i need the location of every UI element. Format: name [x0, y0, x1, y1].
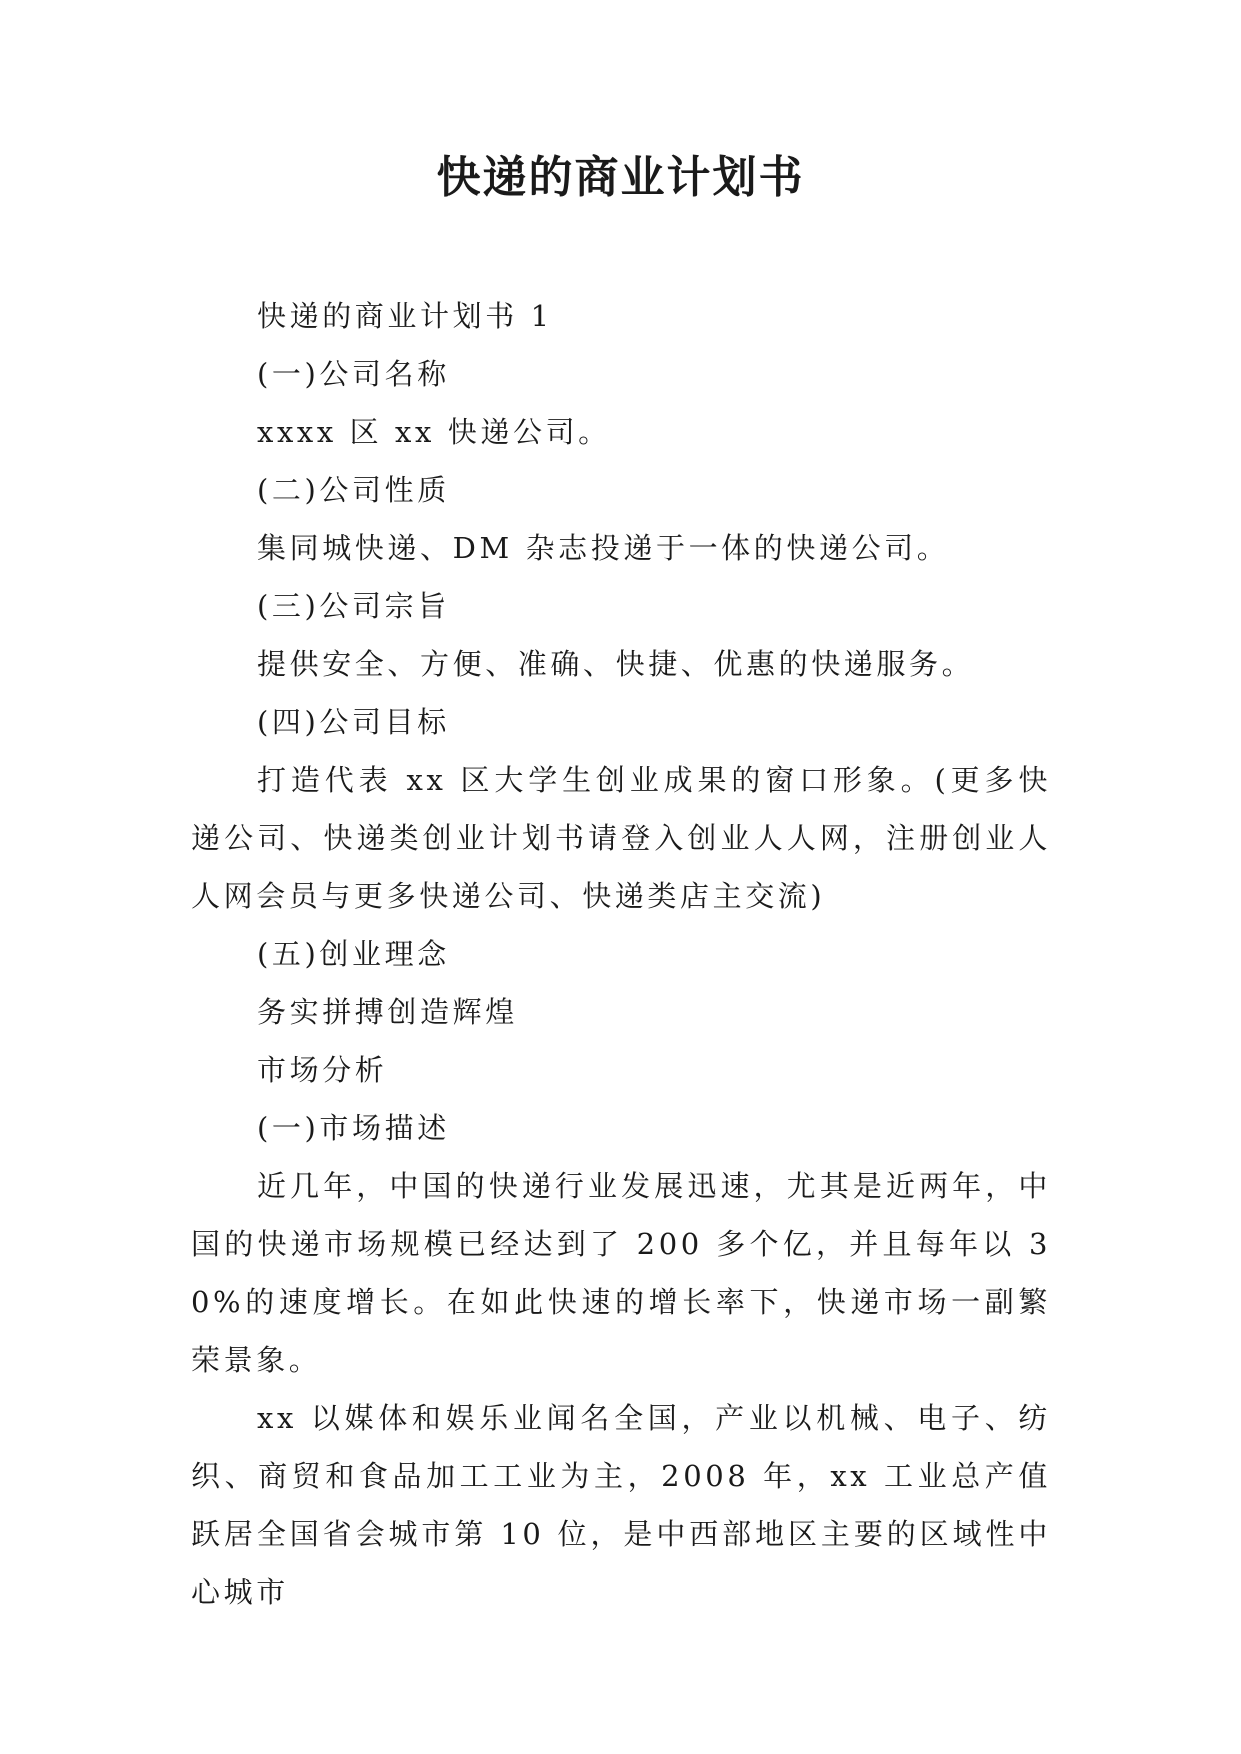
- document-body: [191, 287, 1051, 1621]
- section-company-name: (一)公司名称: [257, 357, 450, 391]
- paragraph: 打造代表 xx 区大学生创业成果的窗口形象。(更多快递公司、快递类创业计划书请登入创业人人网，注册创业人人网会员与更多快递公司、快递类店主交流): [191, 763, 1051, 913]
- document-title: 快递的商业计划书: [436, 152, 805, 203]
- section-company-purpose: (三)公司宗旨: [257, 589, 450, 623]
- section-company-nature: (二)公司性质: [257, 473, 450, 507]
- section-market-description: (一)市场描述: [257, 1111, 450, 1145]
- paragraph-heading-1: 快递的商业计划书 1: [257, 299, 553, 333]
- paragraph: 近几年，中国的快递行业发展迅速，尤其是近两年，中国的快递市场规模已经达到了 200 多个亿，并且每年以 30%的速度增长。在如此快速的增长率下，快递市场一副繁荣景象。: [191, 1169, 1051, 1377]
- paragraph: 务实拼搏创造辉煌: [257, 995, 518, 1029]
- section-business-philosophy: (五)创业理念: [257, 937, 450, 971]
- paragraph: 提供安全、方便、准确、快捷、优惠的快递服务。: [257, 647, 975, 681]
- section-market-analysis: 市场分析: [257, 1053, 388, 1087]
- paragraph: xx 以媒体和娱乐业闻名全国，产业以机械、电子、纺织、商贸和食品加工工业为主，2008 年，xx 工业总产值跃居全国省会城市第 10 位，是中西部地区主要的区域性中心城市: [191, 1401, 1051, 1609]
- paragraph: xxxx 区 xx 快递公司。: [257, 415, 611, 449]
- paragraph: 集同城快递、DM 杂志投递于一体的快递公司。: [257, 531, 950, 565]
- section-company-goal: (四)公司目标: [257, 705, 450, 739]
